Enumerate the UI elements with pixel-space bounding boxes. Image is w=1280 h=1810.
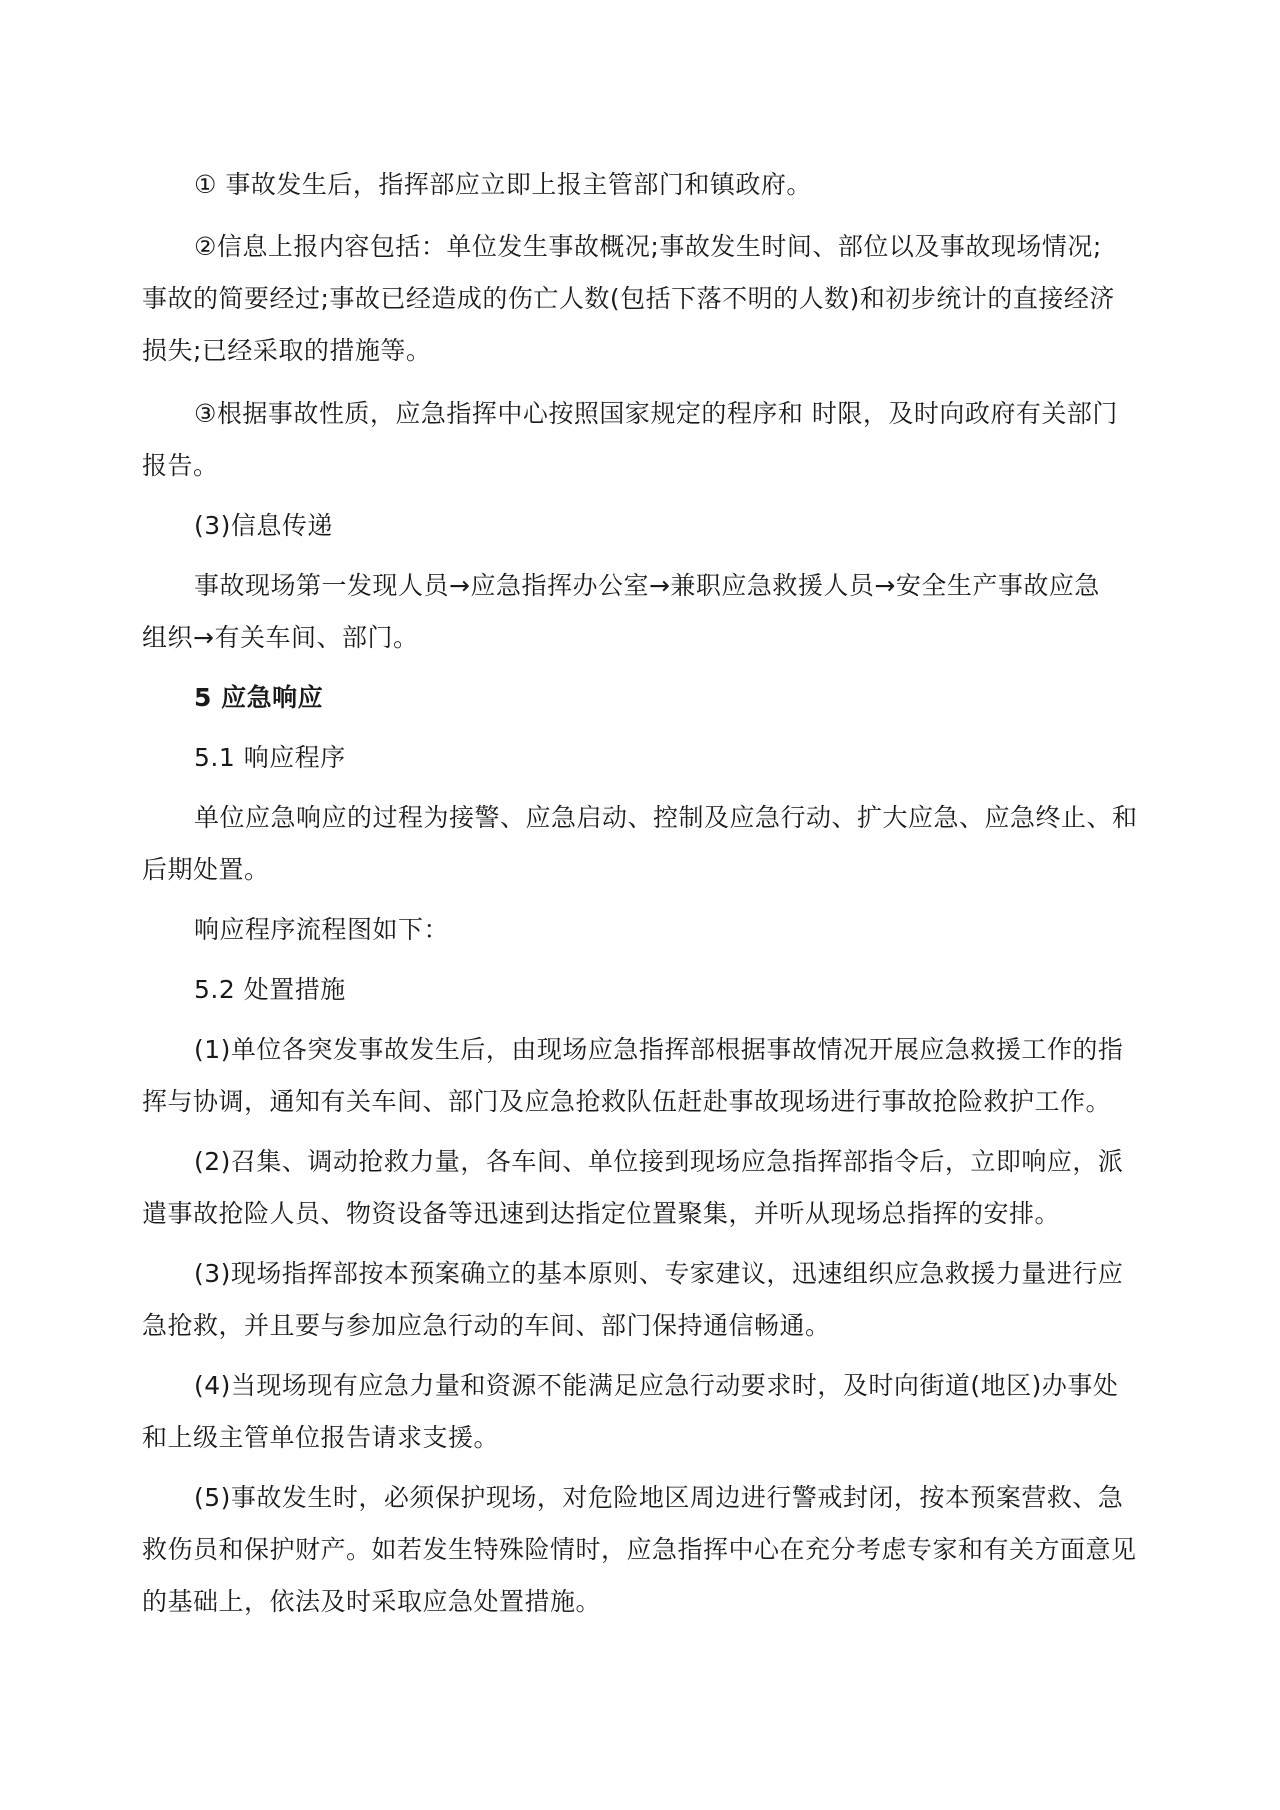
paragraph-report-government	[142, 388, 1142, 492]
paragraph-info-chain	[142, 560, 1142, 664]
paragraph-line: (1)单位各突发事故发生后，由现场应急指挥部根据事故情况开展应急救援工作的指	[194, 1035, 1124, 1064]
subsection-heading-handling-measures	[142, 964, 1142, 1016]
paragraph-line: 和上级主管单位报告请求支援。	[142, 1423, 500, 1452]
paragraph-measure-2	[142, 1136, 1142, 1240]
paragraph-line: 报告。	[142, 451, 219, 480]
subsection-heading-text: 5.2 处置措施	[194, 975, 346, 1004]
paragraph-measure-1	[142, 1024, 1142, 1128]
paragraph-line: ① 事故发生后，指挥部应立即上报主管部门和镇政府。	[194, 170, 812, 199]
paragraph-line: (3)现场指挥部按本预案确立的基本原则、专家建议，迅速组织应急救援力量进行应	[194, 1259, 1124, 1288]
subsection-heading-response-procedure	[142, 732, 1142, 784]
subsection-heading-text: 5.1 响应程序	[194, 743, 346, 772]
paragraph-line: 遣事故抢险人员、物资设备等迅速到达指定位置聚集，并听从现场总指挥的安排。	[142, 1199, 1061, 1228]
paragraph-line: 后期处置。	[142, 855, 270, 884]
paragraph-report-content	[142, 221, 1142, 377]
paragraph-line: 组织→有关车间、部门。	[142, 623, 419, 652]
paragraph-line: 挥与协调，通知有关车间、部门及应急抢救队伍赶赴事故现场进行事故抢险救护工作。	[142, 1087, 1112, 1116]
paragraph-measure-5	[142, 1472, 1142, 1628]
paragraph-report-immediately	[142, 159, 1142, 211]
subheading-text: (3)信息传递	[194, 511, 333, 540]
paragraph-measure-4	[142, 1360, 1142, 1464]
paragraph-line: ②信息上报内容包括：单位发生事故概况;事故发生时间、部位以及事故现场情况;	[194, 232, 1102, 261]
paragraph-line: 单位应急响应的过程为接警、应急启动、控制及应急行动、扩大应急、应急终止、和	[194, 803, 1138, 832]
paragraph-line: 事故的简要经过;事故已经造成的伤亡人数(包括下落不明的人数)和初步统计的直接经济	[142, 284, 1115, 313]
paragraph-response-process	[142, 792, 1142, 896]
paragraph-line: (2)召集、调动抢救力量，各车间、单位接到现场应急指挥部指令后，立即响应，派	[194, 1147, 1124, 1176]
paragraph-line: 急抢救，并且要与参加应急行动的车间、部门保持通信畅通。	[142, 1311, 831, 1340]
paragraph-line: 的基础上，依法及时采取应急处置措施。	[142, 1587, 602, 1616]
paragraph-line: (5)事故发生时，必须保护现场，对危险地区周边进行警戒封闭，按本预案营救、急	[194, 1483, 1124, 1512]
paragraph-line: 事故现场第一发现人员→应急指挥办公室→兼职应急救援人员→安全生产事故应急	[194, 571, 1100, 600]
subheading-info-transfer	[142, 500, 1142, 552]
paragraph-line: ③根据事故性质，应急指挥中心按照国家规定的程序和 时限，及时向政府有关部门	[194, 399, 1118, 428]
paragraph-line: 救伤员和保护财产。如若发生特殊险情时，应急指挥中心在充分考虑专家和有关方面意见	[142, 1535, 1137, 1564]
paragraph-line: (4)当现场现有应急力量和资源不能满足应急行动要求时，及时向街道(地区)办事处	[194, 1371, 1119, 1400]
paragraph-line: 损失;已经采取的措施等。	[142, 336, 432, 365]
section-heading-text: 5 应急响应	[194, 683, 324, 712]
paragraph-measure-3	[142, 1248, 1142, 1352]
paragraph-flowchart-intro	[142, 904, 1142, 956]
paragraph-line: 响应程序流程图如下：	[194, 915, 450, 944]
section-heading-emergency-response	[142, 672, 1142, 724]
